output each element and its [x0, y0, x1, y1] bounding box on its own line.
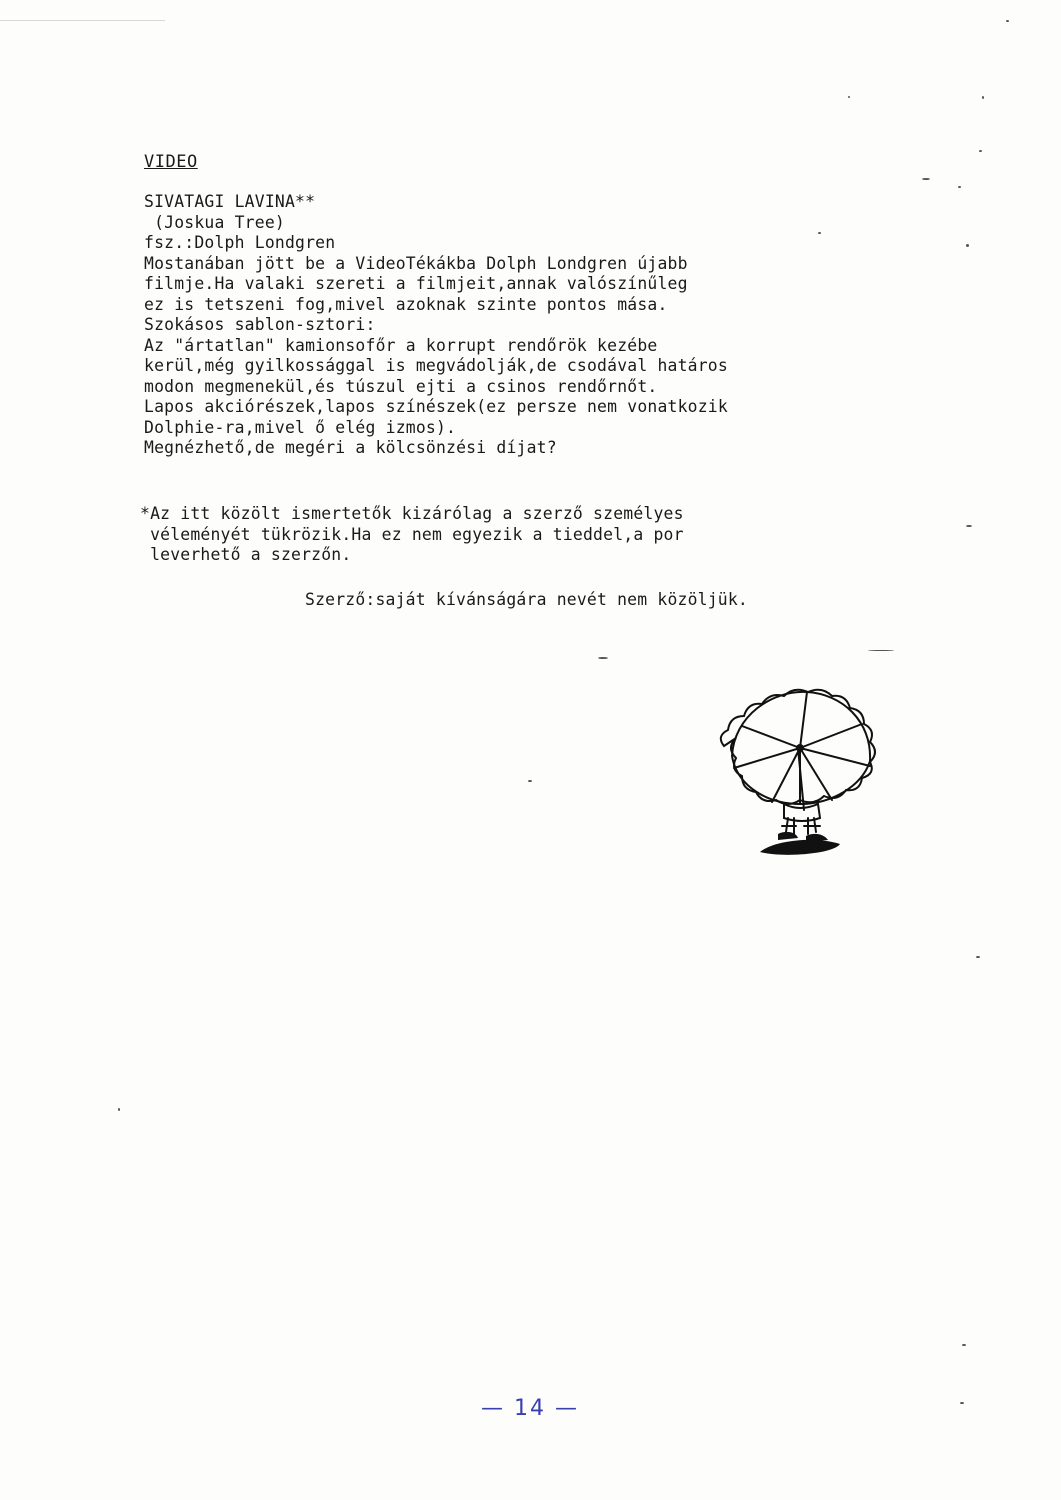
disclaimer-line: véleményét tükrözik.Ha ez nem egyezik a tieddel,a por — [140, 524, 684, 544]
section-title: VIDEO — [144, 152, 198, 172]
review-text-line: Megnézhető,de megéri a kölcsönzési díjat? — [144, 438, 557, 457]
review-text-line: Lapos akciórészek,lapos színészek(ez persze nem vonatkozik — [144, 397, 728, 416]
scan-speck — [118, 1108, 120, 1111]
scan-speck — [982, 96, 984, 99]
scan-speck — [979, 150, 982, 152]
author-note: Szerző:saját kívánságára nevét nem közöljük. — [305, 590, 748, 609]
scan-speck — [1006, 20, 1009, 22]
page-number: — 14 — — [481, 1396, 579, 1421]
disclaimer-line: *Az itt közölt ismertetők kizárólag a szerző személyes — [140, 504, 684, 523]
review-original-title: (Joskua Tree) — [144, 212, 285, 232]
review-title: SIVATAGI LAVINA** — [144, 192, 316, 211]
review-block — [144, 192, 824, 459]
scan-speck — [922, 178, 930, 180]
review-text-line: kerül,még gyilkossággal is megvádolják,de csodával határos — [144, 356, 728, 375]
scan-speck — [848, 96, 850, 98]
scan-speck — [976, 956, 980, 958]
scan-speck — [958, 186, 961, 188]
scan-speck — [966, 244, 969, 247]
scan-speck — [598, 657, 608, 659]
review-text-line: Dolphie-ra,mivel ő elég izmos). — [144, 417, 457, 437]
review-text-line: Mostanában jött be a VideoTékákba Dolph Londgren újabb — [144, 253, 688, 273]
scan-speck — [960, 1402, 964, 1404]
review-cast: fsz.:Dolph Londgren — [144, 233, 336, 252]
scan-speck — [818, 232, 821, 234]
scan-speck — [528, 780, 532, 782]
disclaimer-line: leverhető a szerzőn. — [140, 545, 352, 564]
review-text-line: Az "ártatlan" kamionsofőr a korrupt rendőrök kezébe — [144, 335, 658, 355]
review-text-line: Szokásos sablon-sztori: — [144, 315, 376, 334]
scan-speck — [966, 525, 972, 527]
umbrella-girl-illustration — [712, 676, 888, 862]
scan-edge-line — [0, 20, 165, 21]
scan-speck — [868, 650, 894, 651]
review-text-line: ez is tetszeni fog,mivel azoknak szinte pontos mása. — [144, 294, 668, 314]
disclaimer-block — [140, 504, 840, 566]
review-text-line: filmje.Ha valaki szereti a filmjeit,annak valószínűleg — [144, 274, 688, 293]
review-text-line: modon megmenekül,és túszul ejti a csinos rendőrnőt. — [144, 376, 658, 396]
scan-speck — [962, 1344, 966, 1346]
